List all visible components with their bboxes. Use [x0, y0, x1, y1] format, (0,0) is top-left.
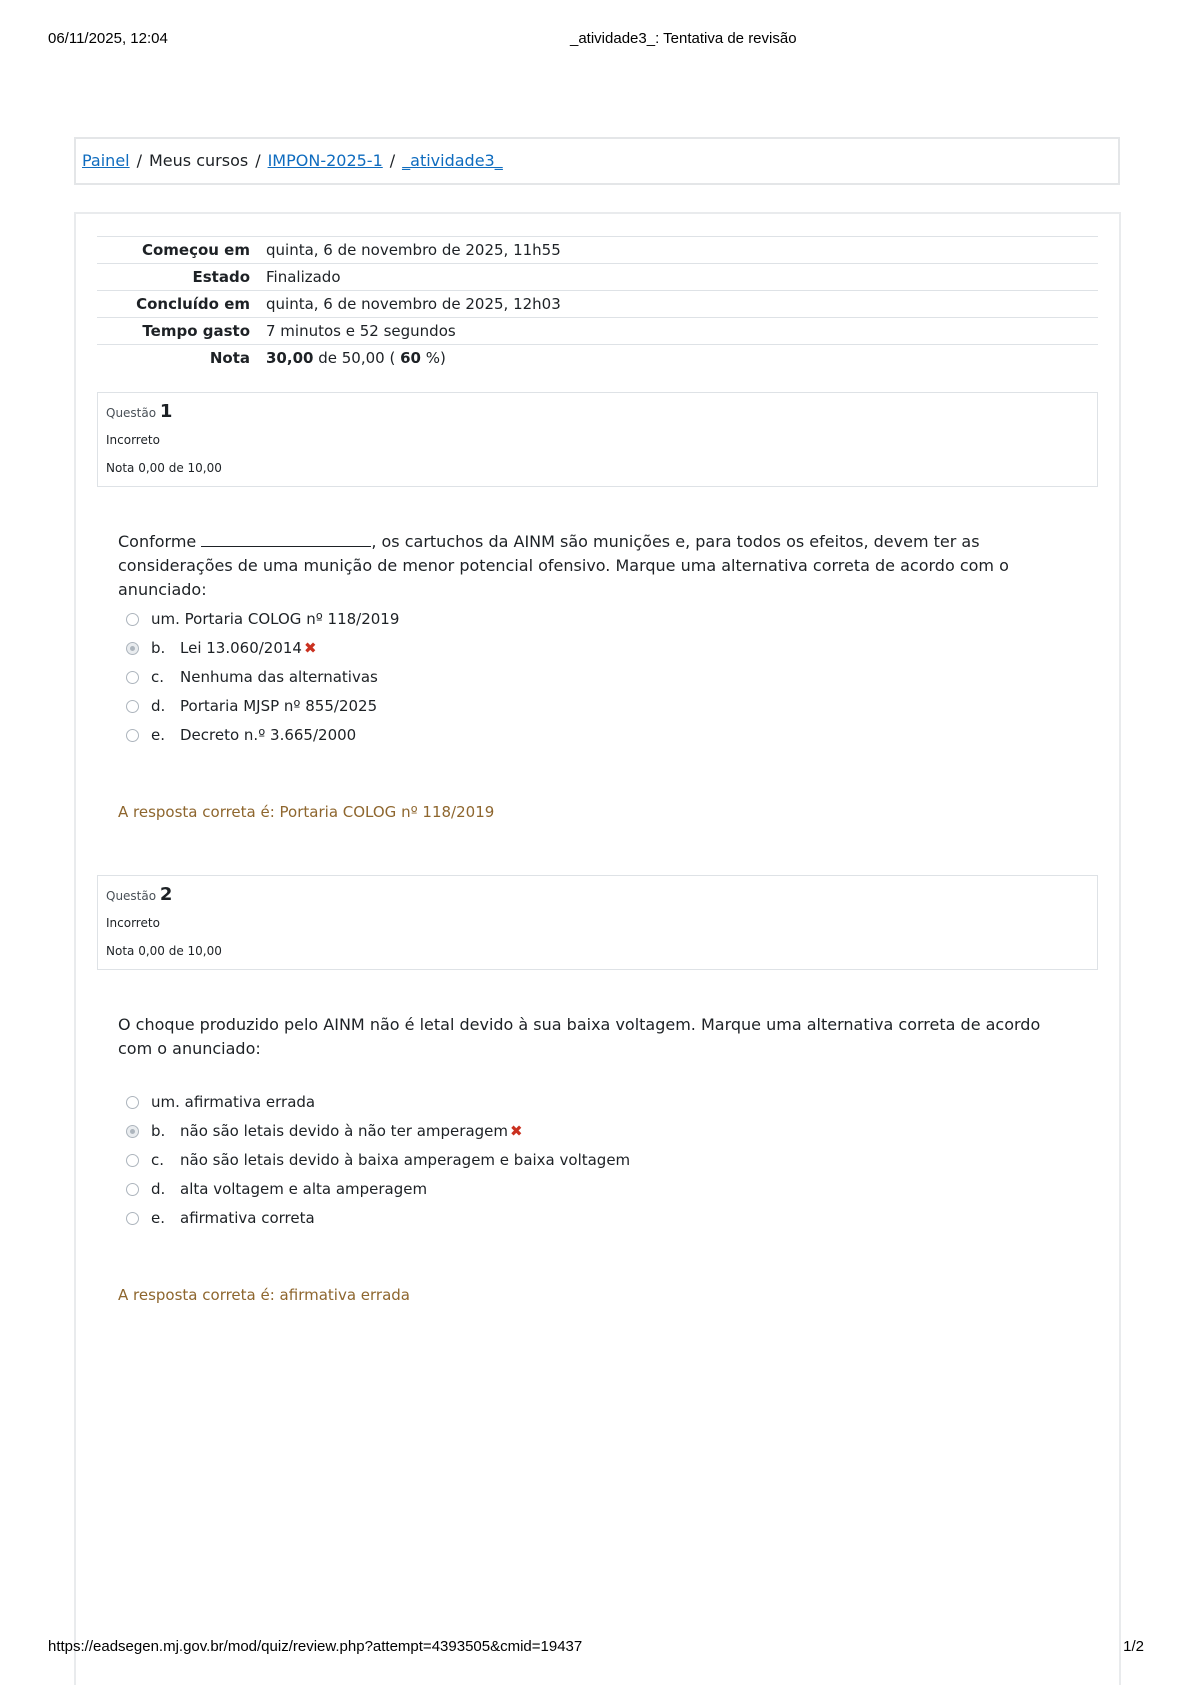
question-grade: Nota 0,00 de 10,00 [106, 944, 222, 958]
breadcrumb-link-course[interactable]: IMPON-2025-1 [267, 151, 383, 170]
question-text-before: Conforme [118, 532, 197, 551]
summary-label: Nota [97, 345, 266, 372]
answer-text: Nenhuma das alternativas [180, 668, 378, 686]
answer-option[interactable] [126, 697, 1026, 726]
radio-button[interactable] [126, 613, 139, 626]
answer-text: afirmativa correta [180, 1209, 315, 1227]
print-datetime: 06/11/2025, 12:04 [48, 30, 168, 47]
print-url: https://eadsegen.mj.gov.br/mod/quiz/review.php?attempt=4393505&cmid=19437 [48, 1638, 583, 1655]
question-state: Incorreto [106, 916, 160, 930]
breadcrumb-link-painel[interactable]: Painel [82, 151, 130, 170]
correct-answer-feedback-2: A resposta correta é: afirmativa errada [118, 1286, 410, 1304]
answer-text: Lei 13.060/2014 ✖ [180, 639, 317, 657]
breadcrumb-item-meus-cursos: Meus cursos [149, 151, 249, 170]
question-number-value: 2 [159, 884, 173, 905]
question-text-after: , os cartuchos da AINM são munições e, para todos os efeitos, devem ter as considerações de uma munição de menor potencial ofensivo. Marque uma alternativa correta de acordo com o anunciado: [118, 532, 1009, 599]
question-number [106, 884, 172, 905]
print-footer [48, 1638, 1144, 1660]
question-state: Incorreto [106, 433, 160, 447]
grade-score: 30,00 [266, 349, 314, 368]
summary-row-grade [97, 345, 1098, 372]
breadcrumb-separator: / [389, 151, 396, 170]
summary-value: quinta, 6 de novembro de 2025, 12h03 [266, 291, 1098, 318]
answer-text: não são letais devido à não ter amperagem ✖ [180, 1122, 523, 1140]
question-info-2 [97, 875, 1098, 970]
answer-option[interactable] [126, 668, 1026, 697]
grade-percent: 60 [400, 349, 421, 368]
radio-button-checked[interactable] [126, 642, 139, 655]
grade-percent-suffix: %) [425, 349, 446, 368]
question-info-1 [97, 392, 1098, 487]
question-label: Questão [106, 889, 157, 903]
answer-list-1 [126, 610, 1026, 755]
radio-button[interactable] [126, 1183, 139, 1196]
answer-letter: c. [151, 668, 165, 686]
breadcrumb-separator: / [255, 151, 261, 170]
answer-text: alta voltagem e alta amperagem [180, 1180, 428, 1198]
incorrect-icon: ✖ [303, 639, 317, 657]
answer-option[interactable] [126, 1151, 1026, 1180]
answer-text: não são letais devido à baixa amperagem e baixa voltagem [180, 1151, 631, 1169]
answer-text: Portaria MJSP nº 855/2025 [180, 697, 378, 715]
radio-button[interactable] [126, 1154, 139, 1167]
answer-option-selected[interactable] [126, 639, 1026, 668]
answer-option[interactable] [126, 1209, 1026, 1238]
summary-row-time-taken [97, 318, 1098, 345]
summary-value: quinta, 6 de novembro de 2025, 11h55 [266, 237, 1098, 264]
summary-value: 7 minutos e 52 segundos [266, 318, 1098, 345]
summary-label: Concluído em [97, 291, 266, 318]
summary-value: Finalizado [266, 264, 1098, 291]
print-header [48, 30, 1144, 52]
summary-row-state [97, 264, 1098, 291]
print-page-number: 1/2 [1123, 1638, 1144, 1655]
correct-answer-feedback-1: A resposta correta é: Portaria COLOG nº 118/2019 [118, 803, 495, 821]
answer-letter: e. [151, 726, 165, 744]
grade-of: de 50,00 ( [318, 349, 396, 368]
summary-label: Tempo gasto [97, 318, 266, 345]
breadcrumb [82, 151, 503, 170]
answer-text: um. afirmativa errada [151, 1093, 316, 1111]
breadcrumb-container [74, 137, 1120, 185]
question-grade: Nota 0,00 de 10,00 [106, 461, 222, 475]
question-blank [201, 532, 371, 547]
answer-letter: d. [151, 1180, 166, 1198]
answer-option-selected[interactable] [126, 1122, 1026, 1151]
radio-button[interactable] [126, 1096, 139, 1109]
answer-option[interactable] [126, 726, 1026, 755]
incorrect-icon: ✖ [510, 1122, 523, 1140]
answer-letter: c. [151, 1151, 165, 1169]
summary-grade-value [266, 345, 1098, 372]
question-number [106, 401, 172, 422]
summary-row-completed [97, 291, 1098, 318]
answer-letter: b. [151, 1122, 166, 1140]
answer-option[interactable] [126, 1180, 1026, 1209]
breadcrumb-separator: / [136, 151, 142, 170]
question-text-2: O choque produzido pelo AINM não é letal devido à sua baixa voltagem. Marque uma alternativa correta de acordo com o anunciado: [118, 1015, 1041, 1058]
answer-letter: e. [151, 1209, 165, 1227]
radio-button[interactable] [126, 700, 139, 713]
print-title: _atividade3_: Tentativa de revisão [570, 30, 797, 47]
answer-text: um. Portaria COLOG nº 118/2019 [151, 610, 400, 628]
radio-button[interactable] [126, 1212, 139, 1225]
radio-button[interactable] [126, 729, 139, 742]
answer-option[interactable] [126, 1093, 1026, 1122]
answer-list-2 [126, 1093, 1026, 1238]
radio-button[interactable] [126, 671, 139, 684]
answer-text: Decreto n.º 3.665/2000 [180, 726, 357, 744]
summary-label: Estado [97, 264, 266, 291]
summary-row-started [97, 237, 1098, 264]
answer-option[interactable] [126, 610, 1026, 639]
breadcrumb-link-activity[interactable]: _atividade3_ [402, 151, 503, 170]
radio-button-checked[interactable] [126, 1125, 139, 1138]
question-number-value: 1 [159, 401, 173, 422]
summary-label: Começou em [97, 237, 266, 264]
attempt-summary-table [97, 236, 1098, 372]
question-label: Questão [106, 406, 157, 420]
answer-letter: d. [151, 697, 166, 715]
answer-letter: b. [151, 639, 166, 657]
question-text-1 [118, 530, 1078, 602]
